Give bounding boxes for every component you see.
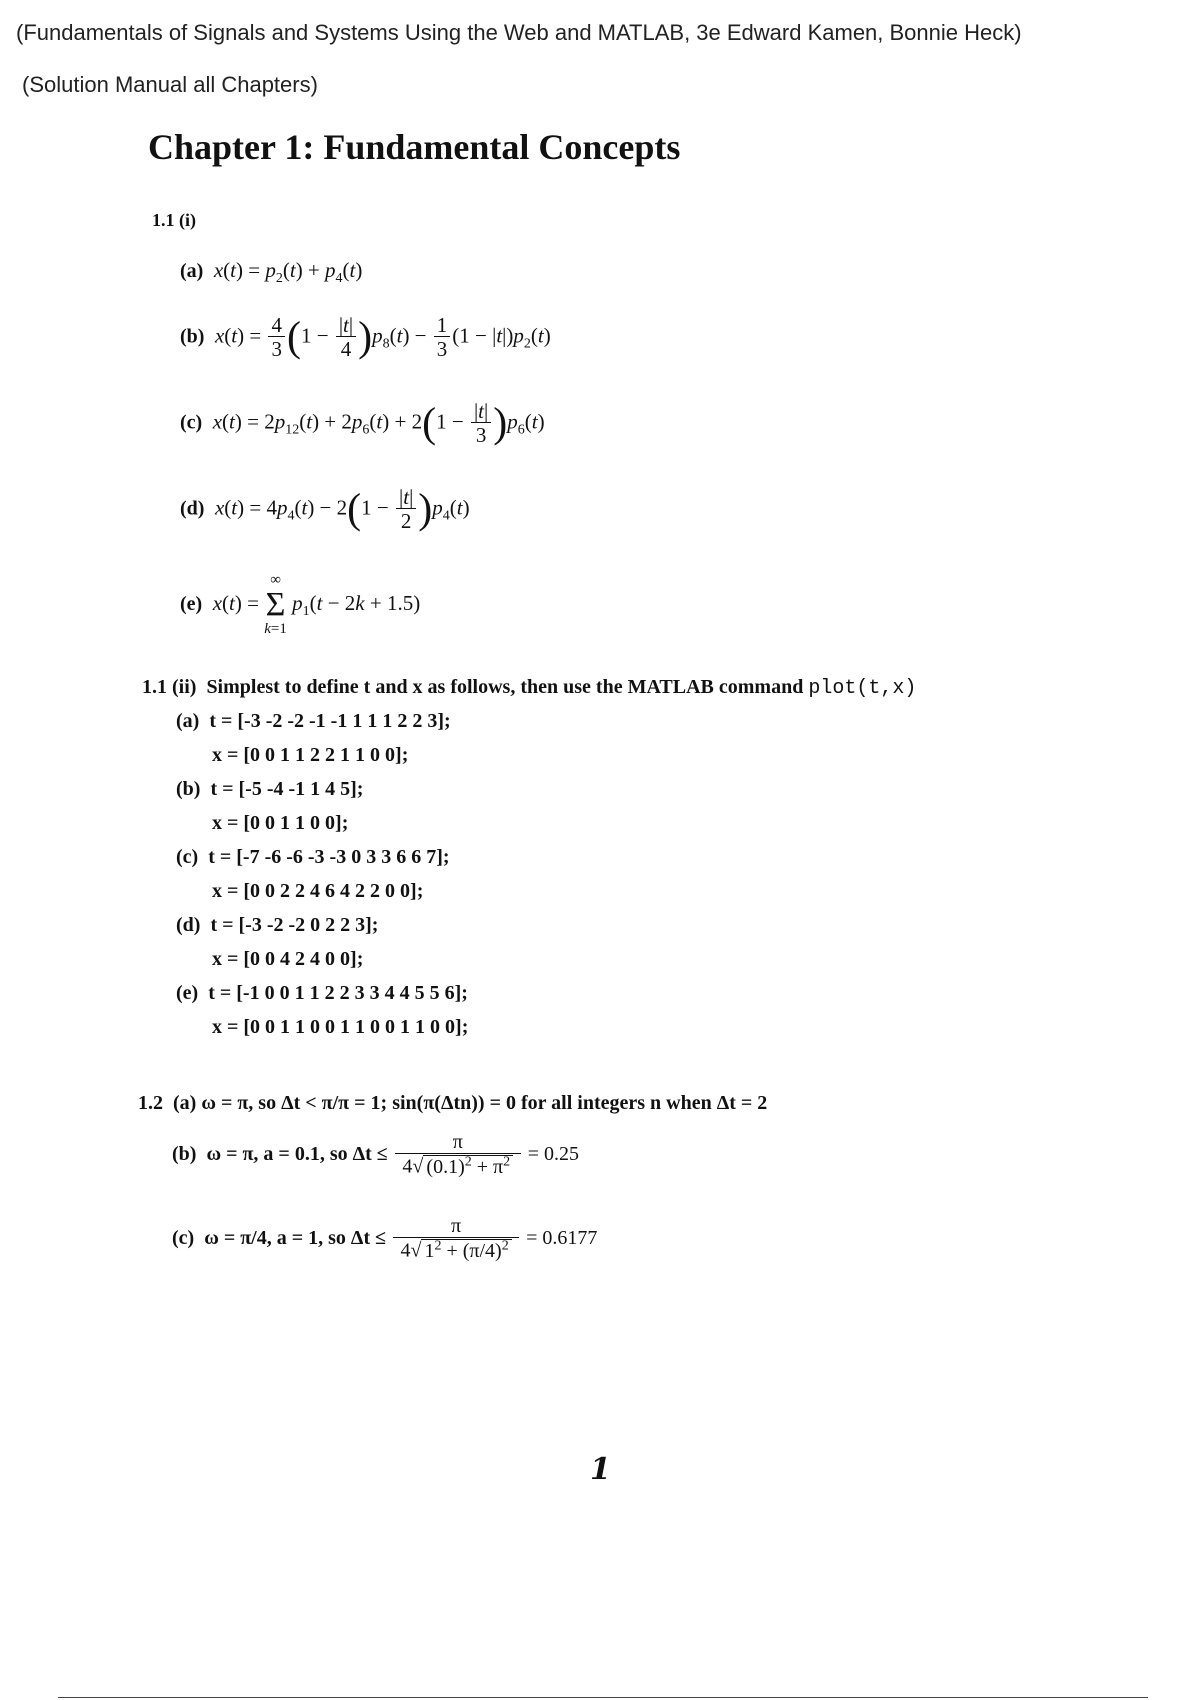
t-vector: t = [-3 -2 -2 -1 -1 1 1 1 2 2 3]; <box>209 710 451 732</box>
equation-label: (d) <box>180 497 205 520</box>
t-vector: t = [-1 0 0 1 1 2 2 3 3 4 4 5 5 6]; <box>208 982 468 1004</box>
item-label: (b) <box>176 778 201 800</box>
section-intro-text: Simplest to define t and x as follows, then use the MATLAB command <box>206 676 804 698</box>
item-label: (a) <box>176 710 200 732</box>
item-label: (c) <box>172 1226 195 1249</box>
result-value: = 0.25 <box>527 1142 580 1165</box>
matlab-item-d-t <box>176 914 378 937</box>
section-heading-1-2: 1.2 <box>138 1092 163 1114</box>
equation-label: (a) <box>180 260 204 282</box>
item-label: (d) <box>176 914 201 936</box>
x-vector: x = [0 0 1 1 2 2 1 1 0 0]; <box>212 744 409 766</box>
equation-label: (e) <box>180 592 203 615</box>
section-heading-1-1-i: 1.1 (i) <box>152 210 196 230</box>
page-number: 1 <box>590 1452 611 1487</box>
condition-text: ω = π, a = 0.1, so Δt ≤ <box>206 1142 388 1165</box>
equation-1-2-c: (c) ω = π/4, a = 1, so Δt ≤ $\frac{\pi}{4√ 1^2 + (\pi/4)^2}$ = 0.6177 <box>172 1215 598 1262</box>
equation-1-2-b: (b) ω = π, a = 0.1, so Δt ≤ $\frac{\pi}{4√ (0.1)^2 + \pi^2}$ = 0.25 <box>172 1131 580 1178</box>
result-value: = 0.6177 <box>526 1226 598 1249</box>
section-1-1-ii-intro <box>142 676 916 700</box>
x-vector: x = [0 0 1 1 0 0 1 1 0 0 1 1 0 0]; <box>212 1016 469 1038</box>
section-heading-1-1-ii: 1.1 (ii) <box>142 676 197 698</box>
item-label: (b) <box>172 1142 197 1165</box>
section-1-2-a <box>138 1092 767 1115</box>
chapter-title: Chapter 1: Fundamental Concepts <box>148 127 681 167</box>
matlab-command: plot(t,x) <box>808 677 917 700</box>
equation-label: (c) <box>180 411 203 434</box>
x-vector: x = [0 0 4 2 4 0 0]; <box>212 948 364 970</box>
equation-1-1-i-b: (b) x(t) = $\frac{4}{3}$ (1 − $\frac{|t|}{4}$ )$p_8(t)$ − $\frac{1}{3}$ $(1 - |t|)p_2(t)$ <box>180 313 551 362</box>
equation-label: (b) <box>180 325 205 348</box>
equation-1-1-i-d: (d) $x(t) = 4p_4(t) - 2(1$ − $\frac{|t|}{2}$ )$p_4(t)$ <box>180 485 470 534</box>
x-vector: x = [0 0 2 2 4 6 4 2 2 0 0]; <box>212 880 424 902</box>
equation-1-1-i-a: (a) $x(t) = p_2(t) + p_4(t)$ <box>180 258 363 287</box>
t-vector: t = [-7 -6 -6 -3 -3 0 3 3 6 6 7]; <box>208 846 450 868</box>
document-subtitle: (Solution Manual all Chapters) <box>22 72 318 97</box>
matlab-item-b-t <box>176 778 363 801</box>
equation-1-1-i-c: (c) $x(t) = 2p_{12}(t) + 2p_6(t) + 2(1$ − $\frac{|t|}{3}$ )$p_6(t)$ <box>180 399 545 448</box>
matlab-item-a-t <box>176 710 451 733</box>
item-label: (e) <box>176 982 199 1004</box>
t-vector: t = [-5 -4 -1 1 4 5]; <box>210 778 364 800</box>
condition-text: ω = π/4, a = 1, so Δt ≤ <box>204 1226 387 1249</box>
document-source-title: (Fundamentals of Signals and Systems Using the Web and MATLAB, 3e Edward Kamen, Bonnie Heck) <box>16 20 1022 45</box>
t-vector: t = [-3 -2 -2 0 2 2 3]; <box>210 914 379 936</box>
footer-divider <box>58 1697 1148 1698</box>
x-vector: x = [0 0 1 1 0 0]; <box>212 812 349 834</box>
equation-1-1-i-e: (e) x(t) = ∞ Σ k=1 $p_1(t - 2k + 1.5)$ <box>180 572 421 638</box>
item-label: (c) <box>176 846 199 868</box>
answer-1-2-a: (a) ω = π, so Δt < π/π = 1; sin(π(Δtn)) = 0 for all integers n when Δt = 2 <box>173 1092 768 1114</box>
matlab-item-e-t <box>176 982 468 1005</box>
matlab-item-c-t <box>176 846 450 869</box>
